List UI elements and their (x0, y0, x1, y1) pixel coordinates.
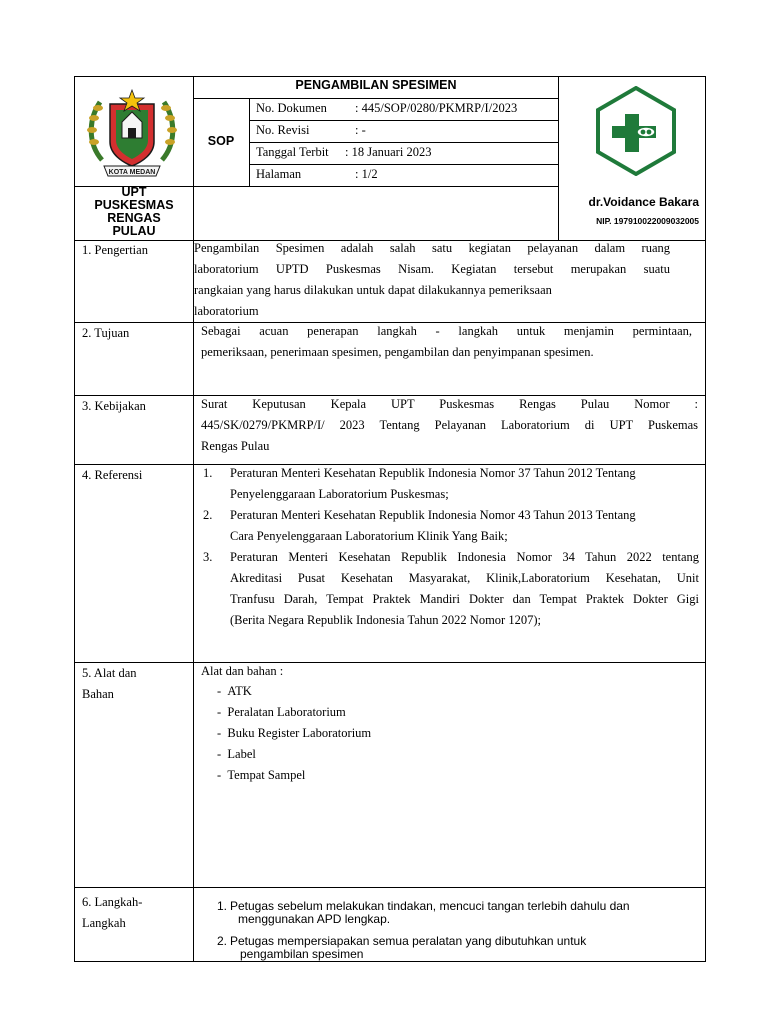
sop-label: SOP (207, 134, 235, 148)
meta-value-no-revisi: : - (355, 123, 366, 137)
section-body: Surat Keputusan Kepala UPT Puskesmas Rengas Pulau Nomor : 445/SK/0279/PKMRP/I/ 2023 Tentang Pelayanan Laboratorium di UPT Puskemas Rengas Pulau (201, 397, 698, 453)
puskesmas-logo (594, 86, 678, 176)
section-label: 2. Tujuan (82, 326, 130, 340)
list-item-line: Petugas sebelum melakukan tindakan, mencuci tangan terlebih dahulu dan (230, 899, 630, 913)
org-line-3: RENGAS (107, 211, 161, 225)
list-item: - Buku Register Laboratorium (217, 726, 372, 740)
list-item: - Label (217, 747, 256, 761)
document-title: PENGAMBILAN SPESIMEN (295, 78, 457, 92)
section-label-line-2: Langkah (82, 916, 126, 930)
meta-value-tanggal-terbit: : 18 Januari 2023 (345, 145, 432, 159)
list-item: - ATK (217, 684, 252, 698)
section-label: 4. Referensi (82, 468, 143, 482)
section-label-line-1: 6. Langkah- (82, 895, 143, 909)
meta-value-no-dokumen: : 445/SOP/0280/PKMRP/I/2023 (355, 101, 518, 115)
svg-text:KOTA MEDAN: KOTA MEDAN (108, 169, 156, 176)
section-label: 3. Kebijakan (82, 399, 146, 413)
list-item-line: menggunakan APD lengkap. (238, 912, 391, 926)
list-item: 1. Peraturan Menteri Kesehatan Republik Indonesia Nomor 37 Tahun 2012 Tentang Penyelenggaraan Laboratorium Puskesmas; (203, 466, 636, 501)
meta-key-no-dokumen: No. Dokumen (256, 101, 327, 115)
org-line-2: PUSKESMAS (94, 198, 174, 212)
section-label: 1. Pengertian (82, 243, 148, 257)
meta-key-no-revisi: No. Revisi (256, 123, 310, 137)
alat-intro: Alat dan bahan : (201, 664, 284, 678)
section-label-line-2: Bahan (82, 687, 114, 701)
org-line-4: PULAU (112, 224, 156, 238)
org-line-1: UPT (121, 185, 147, 199)
section-body: Sebagai acuan penerapan langkah - langkah untuk menjamin permintaan, pemeriksaan, penerimaan spesimen, pengambilan dan penyimpanan spesimen. (201, 324, 692, 359)
section-body: Pengambilan Spesimen adalah salah satu kegiatan pelayanan dalam ruang laboratorium UPTD Puskesmas Nisam. Kegiatan tersebut merupakan suatu rangkaian yang harus dilakukan untuk dapat dilakukannya pemeriksaan laboratorium (194, 241, 670, 318)
list-item: 3. Peraturan Menteri Kesehatan Republik Indonesia Nomor 34 Tahun 2022 tentang Akreditasi Pusat Kesehatan Masyarakat, Klinik,Laboratorium Kesehatan, Unit Tranfusu Darah, Tempat Praktek Mandiri Dokter dan Tempat Praktek Dokter Gigi (Berita Negara Republik Indonesia Tahun 2022 Nomor 1207); (203, 550, 699, 627)
list-item-line: Petugas mempersiapakan semua peralatan yang dibutuhkan untuk (230, 934, 587, 948)
signer-name: dr.Voidance Bakara (588, 195, 699, 209)
list-item: 2. Peraturan Menteri Kesehatan Republik Indonesia Nomor 43 Tahun 2013 Tentang Cara Penyelenggaraan Laboratorium Klinik Yang Baik; (203, 508, 636, 543)
list-item-number: 1. (217, 899, 228, 913)
signer-nip: NIP. 197910022009032005 (596, 216, 699, 226)
meta-value-halaman: : 1/2 (355, 167, 378, 181)
list-item: - Tempat Sampel (217, 768, 306, 782)
list-item: - Peralatan Laboratorium (217, 705, 346, 719)
section-label-line-1: 5. Alat dan (82, 666, 137, 680)
kota-medan-logo (82, 82, 182, 182)
meta-key-tanggal-terbit: Tanggal Terbit (256, 145, 329, 159)
list-item-line: pengambilan spesimen (240, 947, 364, 961)
meta-key-halaman: Halaman (256, 167, 302, 181)
list-item-number: 2. (217, 934, 228, 948)
